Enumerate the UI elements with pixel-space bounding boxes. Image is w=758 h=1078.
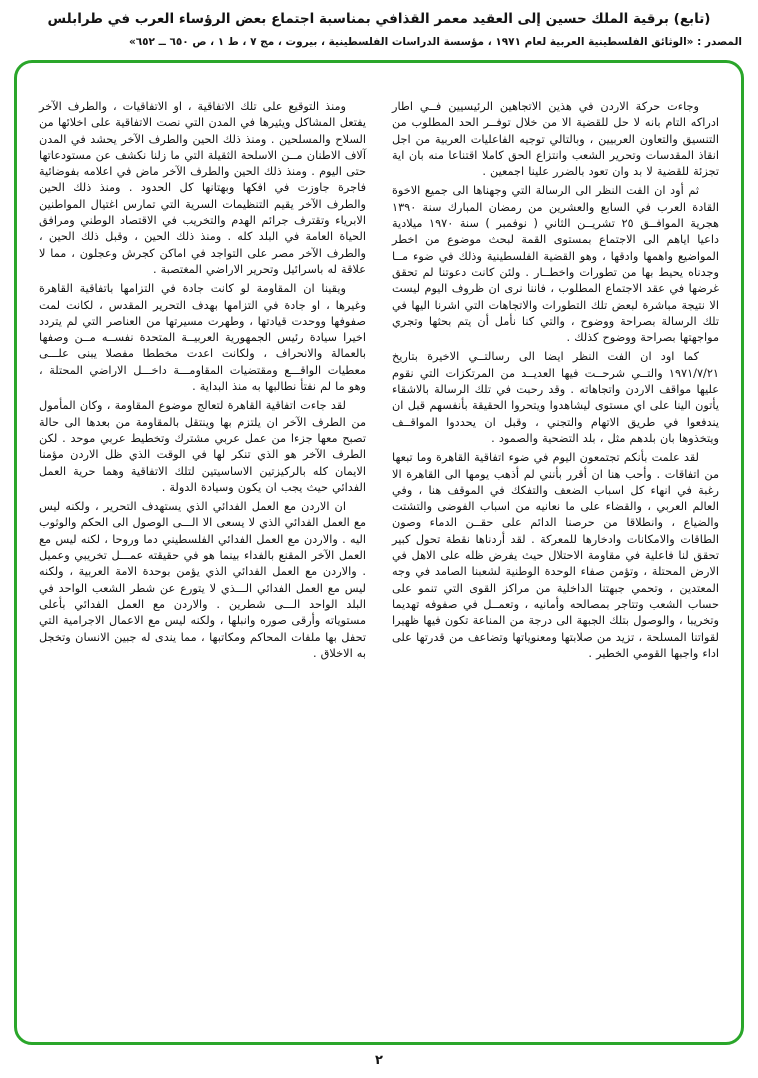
paragraph: لقد جاءت اتفاقية القاهرة لتعالج موضوع المقاومة ، وكان المأمول من الطرف الآخر ان يلتزم بها وينتقل بالمقاومة من بعدها الى حالة تصبح معها جزءا من عمل عربي مشترك وتخطيط عربي موحد . لكن الطرف الآخر هو الذي تنكر لها في الوقت الذي ظل الاردن مؤمنا الايمان كله بالركيزتين الاساسيتين لتلك الاتفاقية وهما حرية العمل الفدائي حيث يجب ان يكون وسيادة الدولة . (39, 399, 366, 494)
column-left (39, 99, 366, 1026)
paragraph: ان الاردن مع العمل الفدائي الذي يستهدف التحرير ، ولكنه ليس مع العمل الفدائي الذي لا يسعى الا الـــى الوصول الى الحكم والوثوب اليه . والاردن مع العمل الفدائي الفلسطيني دما وروحا ، لكنه ليس مع العمل الآخر المقنع بالفداء بينما هو في حقيقته عمـــل تخريبي وعميل . والاردن مع العمل الفدائي الذي يؤمن بوحدة الامة العربية ، ولكنه ليس مع العمل الفدائي الـــذي لا يتورع عن شطر الشعب الواحد في البلد الواحد الـــى شطرين . والاردن مع العمل الفدائي بأعلى مستوياته وأرقى صوره وانبلها ، ولكنه ليس مع الاعمال الاجرامية التي تحفل بها ملفات المحاكم ومكاتبها ، مما يندى له جبين الانسان وتخجل به الاخلاق . (39, 500, 366, 660)
page-title: (تابع) برقية الملك حسين إلى العقيد معمر القذافي بمناسبة اجتماع بعض الرؤساء العرب في طرابلس (47, 11, 711, 27)
content-frame (14, 60, 744, 1045)
paragraph: ومنذ التوقيع على تلك الاتفاقية ، او الاتفاقيات ، والطرف الآخر يفتعل المشاكل ويثيرها في المدن التي نصت الاتفاقية على اخلائها من السلاح والمسلحين . ومنذ ذلك الحين والطرف الآخر يحشد في المدن آلاف الاطنان مــن الاسلحة الثقيلة التي ما زلنا نكشف عن مستودعاتها حتى اليوم . ومنذ ذلك الحين والطرف الآخر ماض في اعلامه بفوضائية فاجرة جاوزت في افكها وبهتانها كل الحدود . ومنذ ذلك الحين والطرف الآخر يقيم التنظيمات السرية التي تمارس اغتيال المواطنين الابرياء وتقترف جرائم الهدم والتخريب في الاقتصاد الوطني ومرافق الحياة العامة في البلد كله . ومنذ ذلك الحين ، وقبل ذلك الحين ، والطرف الآخر مصر على التواجد في اماكن كجرش وعجلون ، مما لا علاقة له باسرائيل وتحرير الاراضي المغتصبة . (39, 100, 366, 276)
two-column-layout (39, 99, 719, 1026)
paragraph: وجاءت حركة الاردن في هذين الاتجاهين الرئيسيين فــي اطار ادراكه التام بانه لا حل للقضية الا من خلال توفــر الحد المطلوب من التنسيق والتعاون العربيين ، وبالتالي توجيه الفاعليات العربية من اجل انقاذ المقدسات وتحرير الشعب وانتزاع الحق كاملا اقتناعا منه بان اية تجزئة للقضية لا بد وان تعود بالضرر علينا اجمعين . (392, 100, 719, 179)
paragraph: كما اود ان الفت النظر ايضا الى رسالتــي الاخيرة بتاريخ ١٩٧١/٧/٢١ والتــي شرحــت فيها العديــد من المرتكزات التي نقوم عليها مواقف الاردن واتجاهاته . وقد رحبت في تلك الرسالة بالاشقاء يأتون الينا على اي مستوى ليشاهدوا ويتحروا الحقيقة بأنفسهم قبل ان يندفعوا في طريق الاتهام والتجني ، وقبل ان يحددوا المواقــف ويتخذوها بان بلدهم مثل ، بلد التضحية والصمود . (392, 350, 719, 445)
source-line: المصدر : «الوثائق الفلسطينية العربية لعام ١٩٧١ ، مؤسسة الدراسات الفلسطينية ، بيروت ، مج ٧ ، ط ١ ، ص ٦٥٠ ــ ٦٥٢» (128, 36, 742, 48)
paragraph: لقد علمت بأنكم تجتمعون اليوم في ضوء اتفاقية القاهرة وما تبعها من اتفاقات . وأحب هنا ان أقرر بأنني لم أذهب يومها الى القاهرة الا رغبة في انهاء كل اسباب الضعف والتفكك في الموقف هنا ، وفي العالم العربي ، والقضاء على ما نعانيه من اسباب الفوضى والتشتت والضياع ، وانطلاقا من حرصنا الدائم على حقــن الدماء وصون الطاقات والامكانات وادخارها للمعركة . لقد أردناها نقطة تحول كبير تحقق لنا فاعلية في مقاومة الاحتلال حيث يفرض ظله على الاهل في الارض المحتلة ، وتؤمن صفاء الوحدة الوطنية لشعبنا الصامد في وجه المعتدين ، وتحمي جبهتنا الداخلية من مراكز القوى التي تنمو على حساب الشعب وتتاجر بمصالحه وأمانيه ، وتعمــل في صفوفه تهديما وتخريبا ، والوصول بتلك الجبهة الى درجة من المناعة تكون فيها ظهيرا لقواتنا المسلحة ، تزيد من صلابتها ومعنوياتها وتضاعف من قدرتها على اداء واجبها القومي الخطير . (392, 451, 719, 660)
page-number: ٢ (375, 1053, 383, 1068)
paragraph: ثم أود ان الفت النظر الى الرسالة التي وجهناها الى جميع الاخوة القادة العرب في السابع والعشرين من رمضان المبارك سنة ١٣٩٠ هجرية الموافــق ٢٥ تشريــن الثاني ( نوفمبر ) سنة ١٩٧٠ ميلادية داعيا اياهم الى الاجتماع بمستوى القمة لبحث موضوع من اخطر المواضيع واهمها وادقها ، وهو القضية الفلسطينية وذلك في ضوء مــا وجدناه يحيط بها من تطورات واخطــار . ولئن كانت دعوتنا لم تحقق غرضها في عقد الاجتماع المطلوب ، فاننا نرى ان ظروف اليوم ليست الا نتيجة مباشرة لبعض تلك التطورات والاتجاهات التي اشرنا اليها في تلك الرسالة بصراحة ووضوح ، والتي كنا نأمل أن يتم بحثها وتجري مواجهتها بصراحة ووضوح كذلك . (392, 184, 719, 345)
column-right (392, 99, 719, 1026)
paragraph: ويقينا ان المقاومة لو كانت جادة في التزامها باتفاقية القاهرة وغيرها ، او جادة في التزامها بهدف التحرير المقدس ، لكانت لمت صفوفها ووحدت قيادتها ، وطهرت مسيرتها من العناصر التي لم يتردد اخيرا سيادة رئيس الجمهورية العربيــة المتحدة نفســه مــن وصفها بالعمالة والانحراف ، ولكانت اعدت مخططا مفصلا يبنى علـــى معطيات الواقـــع ومقتضيات المقاومـــة داخـــل الاراضي المحتلة ، وهو ما لم نفتأ نطالبها به منذ البداية . (39, 282, 366, 394)
